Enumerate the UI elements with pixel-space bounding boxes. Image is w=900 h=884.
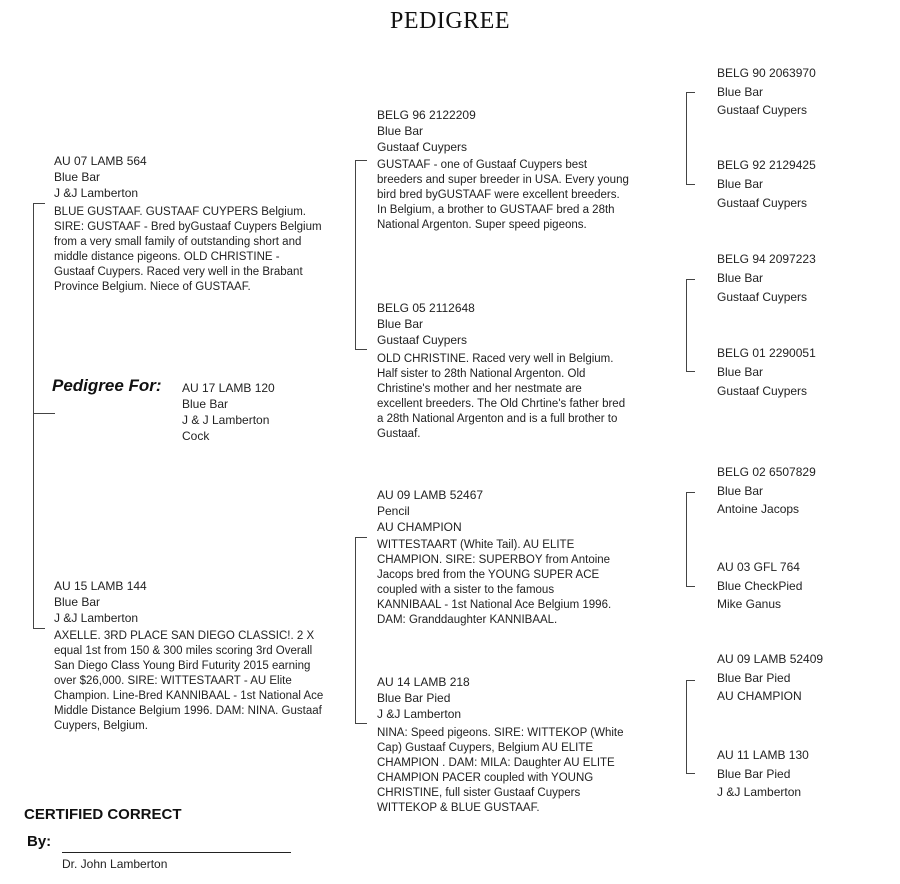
- bracket-top-gg1: [686, 92, 695, 93]
- dam-sire-color: Pencil: [377, 504, 410, 518]
- page-title: PEDIGREE: [390, 8, 510, 34]
- by-label: By:: [27, 833, 52, 850]
- bracket-top-sire: [355, 160, 367, 161]
- bracket-vertical-dam: [355, 537, 356, 723]
- sire-owner: J &J Lamberton: [54, 186, 139, 200]
- bracket-vertical-gg4: [686, 680, 687, 773]
- great-grandparent-7: [717, 650, 823, 706]
- subject-bird: [182, 380, 275, 444]
- gg-color: Blue Bar: [717, 177, 764, 191]
- dam-notes: AXELLE. 3RD PLACE SAN DIEGO CLASSIC!. 2 X equal 1st from 150 & 300 miles scoring 3rd Overall San Diego Class Young Bird Futurity 2015 earning over $26,000. SIRE: WITTESTAART - AU Elite Champion. Line-Bred KANNIBAAL - 1st National Ace Middle Distance Belgium 1996. DAM: NINA. Gustaaf Cuypers, Belgium.: [54, 630, 324, 732]
- dam-dam-ring: AU 14 LAMB 218: [377, 675, 470, 689]
- bracket-bottom-gg3: [686, 586, 695, 587]
- sire-color: Blue Bar: [54, 170, 101, 184]
- sire-sire-ring: BELG 96 2122209: [377, 108, 476, 122]
- gg-owner: Gustaaf Cuypers: [717, 384, 808, 398]
- sire-dam-owner: Gustaaf Cuypers: [377, 333, 468, 347]
- bracket-bottom-gg4: [686, 773, 695, 774]
- gg-owner: Antoine Jacops: [717, 502, 800, 516]
- gg-owner: J &J Lamberton: [717, 785, 802, 799]
- signature-line: [62, 852, 291, 853]
- great-grandparent-6: [717, 558, 802, 614]
- dam-dam-bird: [377, 674, 470, 722]
- gg-owner: Mike Ganus: [717, 597, 782, 611]
- bracket-bottom-sire: [355, 349, 367, 350]
- bracket-vertical-gg1: [686, 92, 687, 184]
- subject-color: Blue Bar: [182, 397, 229, 411]
- pedigree-for-label: Pedigree For:: [52, 376, 162, 395]
- gg-owner: Gustaaf Cuypers: [717, 290, 808, 304]
- bracket-stem-subject: [33, 413, 55, 414]
- sire-notes: BLUE GUSTAAF. GUSTAAF CUYPERS Belgium. SIRE: GUSTAAF - Bred byGustaaf Cuypers Belgium from a very small family of outstanding short and middle distance pigeons. OLD CHRISTINE - Gustaaf Cuypers. Raced very well in the Brabant Province Belgium. Niece of GUSTAAF.: [54, 206, 322, 293]
- bracket-top-subject: [33, 203, 45, 204]
- gg-color: Blue Bar Pied: [717, 766, 791, 781]
- gg-color: Blue Bar: [717, 84, 764, 99]
- great-grandparent-2: [717, 156, 816, 213]
- gg-color: Blue Bar: [717, 271, 764, 285]
- dam-dam-notes: NINA: Speed pigeons. SIRE: WITTEKOP (White Cap) Gustaaf Cuypers, Belgium AU ELITE CHAMPION . DAM: MILA: Daughter AU ELITE CHAMPION PACER coupled with YOUNG CHRISTINE, full sister Gustaaf Cuypers WITTEKOP & BLUE GUSTAAF.: [377, 727, 624, 814]
- bracket-bottom-gg1: [686, 184, 695, 185]
- subject-sex: Cock: [182, 429, 210, 443]
- gg-owner: Gustaaf Cuypers: [717, 103, 808, 117]
- sire-sire-notes: GUSTAAF - one of Gustaaf Cuypers best breeders and super breeder in USA. Every young bird bred byGUSTAAF were excellent breeders. In Belgium, a brother to GUSTAAF bred a 28th National Argenton. Super speed pigeons.: [377, 159, 629, 231]
- gg-color: Blue Bar: [717, 365, 764, 379]
- sire-bird: [54, 153, 147, 201]
- sire-sire-bird: [377, 107, 476, 155]
- bracket-bottom-gg2: [686, 371, 695, 372]
- dam-sire-ring: AU 09 LAMB 52467: [377, 488, 484, 502]
- sire-dam-color: Blue Bar: [377, 317, 424, 331]
- gg-ring: BELG 92 2129425: [717, 158, 816, 172]
- subject-owner: J & J Lamberton: [182, 413, 270, 427]
- sire-dam-ring: BELG 05 2112648: [377, 301, 475, 315]
- bracket-bottom-subject: [33, 628, 45, 629]
- dam-sire-notes: WITTESTAART (White Tail). AU ELITE CHAMPION. SIRE: SUPERBOY from Antoine Jacops bred from the YOUNG SUPER ACE coupled with a sister to the famous KANNIBAAL - 1st National Ace Belgium 1996. DAM: Granddaughter KANNIBAAL.: [377, 539, 612, 626]
- dam-sire-bird: [377, 487, 483, 535]
- dam-dam-owner: J &J Lamberton: [377, 707, 462, 721]
- bracket-top-gg2: [686, 279, 695, 280]
- bracket-vertical-gg3: [686, 492, 687, 586]
- dam-dam-color: Blue Bar Pied: [377, 691, 451, 705]
- sire-dam-notes: OLD CHRISTINE. Raced very well in Belgium. Half sister to 28th National Argenton. Old Christine's mother and her nestmate are excellent breeders. The Old Chrtine's father bred a 28th National Argenton and is a full brother to Gustaaf.: [377, 353, 626, 440]
- gg-ring: AU 03 GFL 764: [717, 560, 800, 574]
- dam-bird: [54, 578, 147, 626]
- sire-dam-bird: [377, 300, 475, 348]
- sire-sire-color: Blue Bar: [377, 124, 424, 138]
- bracket-top-dam: [355, 537, 367, 538]
- bracket-bottom-dam: [355, 723, 367, 724]
- dam-ring: AU 15 LAMB 144: [54, 579, 147, 593]
- dam-color: Blue Bar: [54, 595, 101, 609]
- gg-color: Blue CheckPied: [717, 578, 803, 593]
- great-grandparent-5: [717, 463, 816, 519]
- sire-sire-owner: Gustaaf Cuypers: [377, 140, 468, 154]
- certified-correct-heading: CERTIFIED CORRECT: [24, 806, 182, 823]
- bracket-vertical-subject: [33, 203, 34, 628]
- great-grandparent-8: [717, 746, 809, 802]
- dam-sire-owner: AU CHAMPION: [377, 520, 462, 534]
- gg-color: Blue Bar Pied: [717, 670, 791, 685]
- gg-ring: AU 09 LAMB 52409: [717, 652, 824, 666]
- dam-owner: J &J Lamberton: [54, 611, 139, 625]
- gg-ring: AU 11 LAMB 130: [717, 748, 809, 762]
- subject-ring: AU 17 LAMB 120: [182, 381, 275, 395]
- bracket-top-gg3: [686, 492, 695, 493]
- sire-ring: AU 07 LAMB 564: [54, 154, 147, 168]
- great-grandparent-1: [717, 64, 816, 120]
- gg-color: Blue Bar: [717, 483, 764, 498]
- bracket-vertical-sire: [355, 160, 356, 349]
- great-grandparent-4: [717, 344, 816, 401]
- gg-owner: Gustaaf Cuypers: [717, 196, 808, 210]
- gg-owner: AU CHAMPION: [717, 689, 802, 703]
- great-grandparent-3: [717, 250, 816, 307]
- gg-ring: BELG 90 2063970: [717, 66, 816, 80]
- bracket-vertical-gg2: [686, 279, 687, 371]
- gg-ring: BELG 94 2097223: [717, 252, 816, 266]
- bracket-top-gg4: [686, 680, 695, 681]
- gg-ring: BELG 01 2290051: [717, 346, 816, 360]
- gg-ring: BELG 02 6507829: [717, 465, 816, 479]
- signer-name: Dr. John Lamberton: [62, 857, 168, 871]
